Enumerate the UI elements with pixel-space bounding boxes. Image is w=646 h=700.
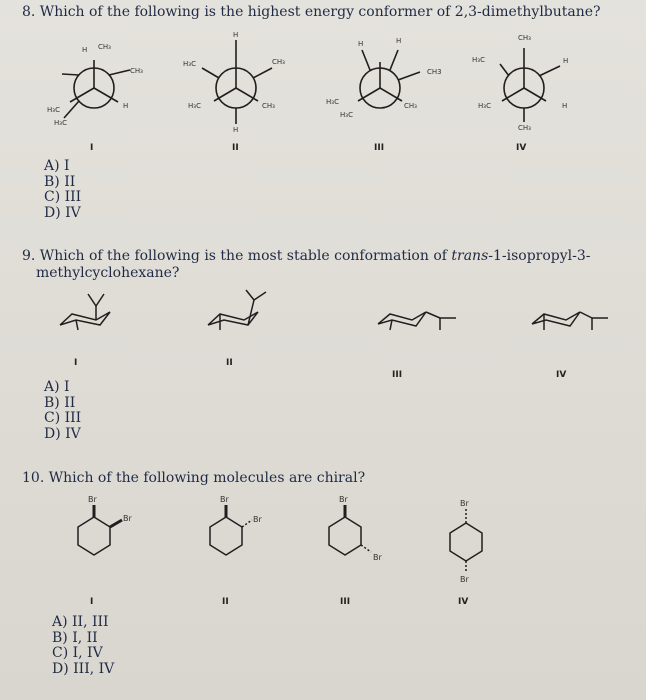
n2-br-label: CH₃ [262,102,275,110]
n2-top-h-label: H [233,31,239,39]
n2-bl-label: H₃C [188,102,201,110]
n1-top-label: CH₃ [98,43,111,51]
q9-text-part3: methylcyclohexane? [36,265,180,281]
n4-bottom-label: CH₃ [518,124,531,132]
q8-label-4: IV [516,143,527,153]
n3-left2-label: H₃C [340,111,353,119]
n4-top-label: CH₃ [518,34,531,42]
n4-tr-label: H [563,57,569,65]
q10-label-4: IV [458,597,469,607]
q10-br-4a: Br [460,499,469,508]
q9-text-part1: 9. Which of the following is the most stable conformation of [22,248,452,264]
n3-right2-label: CH₃ [404,102,417,110]
n4-bl-label: H₃C [478,102,491,110]
q10-br-3b: Br [373,553,382,562]
question-10-choices [52,615,114,677]
q10-br-4b: Br [460,575,469,584]
q10-br-2a: Br [220,495,229,504]
q9-text-part2: -1-isopropyl-3- [488,248,591,264]
question-10-text: 10. Which of the following molecules are chiral? [22,470,366,486]
q10-br-1a: Br [88,495,97,504]
q9-label-1: I [74,358,78,368]
q9-label-4: IV [556,370,567,380]
q10-choice-c[interactable]: C) I, IV [52,645,103,661]
n2-bottom-label: H [233,126,239,134]
q9-choice-a[interactable]: A) I [44,379,70,395]
q8-choice-b[interactable]: B) II [44,173,76,190]
n1-left-label: H₃C [47,106,60,114]
q10-br-1b: Br [123,514,132,523]
q8-choice-c[interactable]: C) III [44,189,82,205]
n2-tl-label: H₃C [183,60,196,68]
n3-h2-label: H [396,37,402,45]
question-8-text: 8. Which of the following is the highest energy conformer of 2,3-dimethylbutane? [22,4,601,20]
n1-right-label: CH₃ [130,67,143,75]
q10-choice-d[interactable]: D) III, IV [52,660,115,677]
q10-label-2: II [222,597,229,607]
n3-right-label: CH3 [427,68,442,76]
n1-top-h-label: H [82,46,88,54]
n3-left-label: H₃C [326,98,339,106]
q9-text-italic: trans [451,248,489,264]
q8-label-3: III [374,143,385,153]
q10-br-3a: Br [339,495,348,504]
n1-left2-label: H₃C [54,119,67,127]
q9-choice-b[interactable]: B) II [44,394,76,411]
q9-choice-d[interactable]: D) IV [44,425,81,442]
n1-right-h-label: H [123,102,129,110]
q9-label-3: III [392,370,403,380]
q8-label-2: II [232,143,239,153]
q9-label-2: II [226,358,233,368]
q10-label-1: I [90,597,94,607]
q8-choice-a[interactable]: A) I [44,158,70,174]
q10-choice-b[interactable]: B) I, II [52,629,98,646]
n4-tl-label: H₃C [472,56,485,64]
n2-tr-label: CH₃ [272,58,285,66]
q10-choice-a[interactable]: A) II, III [52,614,109,630]
n4-br-label: H [562,102,568,110]
n3-h1-label: H [358,40,364,48]
q8-label-1: I [90,143,94,153]
q9-choice-c[interactable]: C) III [44,410,82,426]
q10-label-3: III [340,597,351,607]
q10-br-2b: Br [253,515,262,524]
q8-choice-d[interactable]: D) IV [44,204,81,221]
